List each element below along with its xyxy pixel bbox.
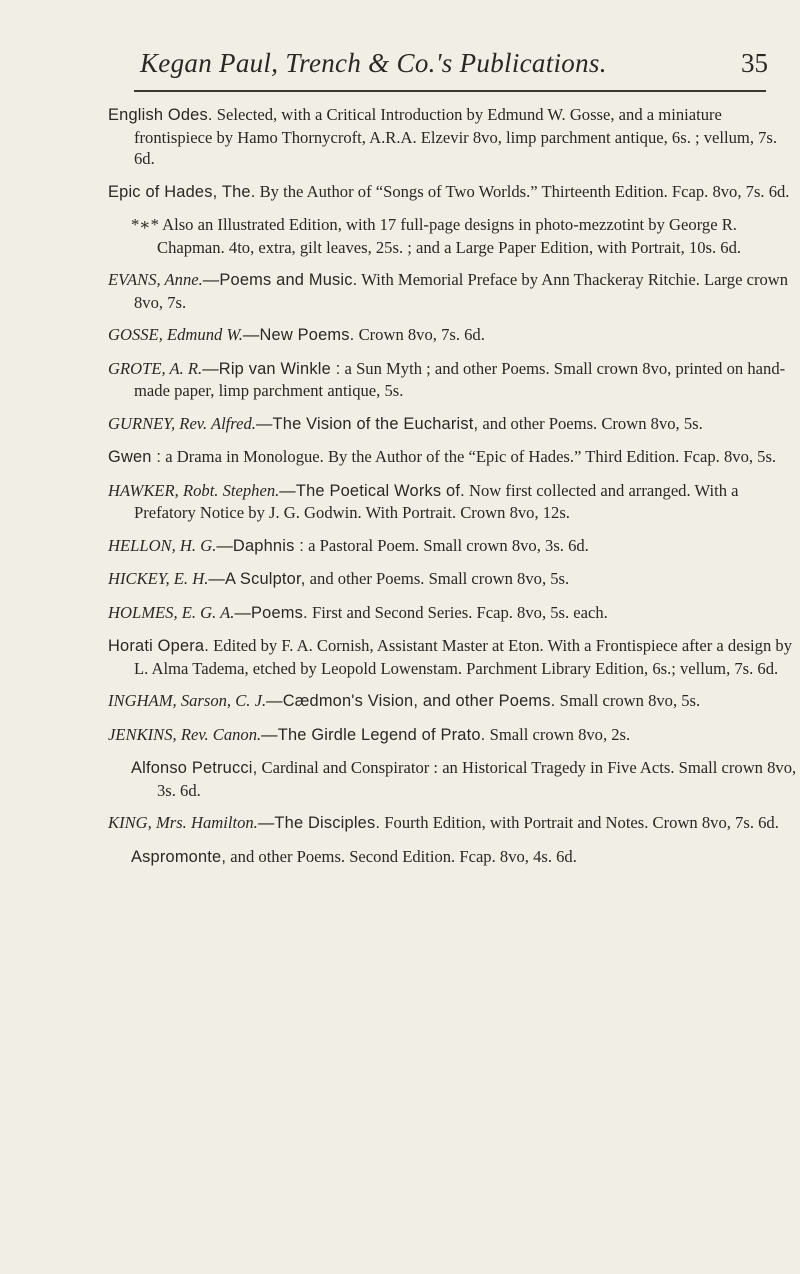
entry-author: EVANS, Anne. bbox=[108, 270, 203, 289]
running-title: Kegan Paul, Trench & Co.'s Publications. bbox=[140, 48, 607, 78]
catalogue-entry bbox=[108, 104, 798, 170]
entry-title: —The Girdle Legend of Prato. bbox=[261, 725, 486, 744]
page-header bbox=[140, 44, 772, 94]
entry-details: By the Author of “Songs of Two Worlds.” Thirteenth Edition. Fcap. 8vo, 7s. 6d. bbox=[255, 181, 790, 201]
catalogue-entry bbox=[108, 690, 798, 713]
entry-author: HOLMES, E. G. A. bbox=[108, 602, 235, 622]
entry-title: —New Poems. bbox=[242, 326, 355, 344]
page-number: 35 bbox=[741, 48, 768, 78]
catalogue-entry bbox=[108, 358, 798, 402]
catalogue-entry bbox=[108, 181, 798, 204]
entry-details: Selected, with a Critical Introduction by Edmund W. Gosse, and a miniature frontispiece by Hamo Thornycroft, A.R.A. Elzevir 8vo, limp parchment antique, 6s. ; vellum, 7s. 6d. bbox=[134, 105, 778, 168]
entry-details: and other Poems. Crown 8vo, 5s. bbox=[478, 413, 703, 433]
entry-title: —The Disciples. bbox=[257, 814, 381, 832]
entry-details: a Sun Myth ; and other Poems. Small crown 8vo, printed on hand-made paper, limp parchment antique, 5s. bbox=[134, 358, 786, 400]
entry-author: HELLON, H. G. bbox=[108, 535, 217, 555]
entry-author: GROTE, A. R. bbox=[108, 358, 203, 378]
entry-details: a Pastoral Poem. Small crown 8vo, 3s. 6d. bbox=[303, 535, 589, 555]
entry-details: Now first collected and arranged. With a Prefatory Notice by J. G. Godwin. With Portrait. Crown 8vo, 12s. bbox=[134, 480, 739, 522]
entry-title: —Cædmon's Vision, and other Poems. bbox=[266, 692, 556, 710]
entry-title: Gwen : bbox=[108, 448, 162, 466]
entry-details: *∗* Also an Illustrated Edition, with 17 full-page designs in photo-mezzotint by George R. Chapman. 4to, extra, gilt leaves, 25s. ; and a Large Paper Edition, with Portrait, 10s. 6d. bbox=[131, 215, 742, 257]
entry-title: —Poems and Music. bbox=[202, 271, 358, 289]
header-rule bbox=[134, 90, 766, 92]
catalogue-entry bbox=[108, 446, 798, 469]
entry-author: HAWKER, Robt. Stephen. bbox=[108, 480, 280, 500]
entry-author: INGHAM, Sarson, C. J. bbox=[108, 691, 267, 710]
entry-details: and other Poems. Second Edition. Fcap. 8vo, 4s. 6d. bbox=[226, 846, 577, 866]
entry-author: JENKINS, Rev. Canon. bbox=[108, 724, 262, 744]
catalogue-entry bbox=[131, 846, 798, 869]
entry-author: HICKEY, E. H. bbox=[108, 569, 209, 588]
catalogue-entry bbox=[108, 724, 798, 747]
catalogue-entry bbox=[108, 602, 798, 625]
catalogue-entry bbox=[108, 812, 798, 835]
entry-title: —The Vision of the Eucharist, bbox=[255, 414, 479, 433]
entry-title: Horati Opera. bbox=[108, 637, 209, 655]
catalogue-entry bbox=[131, 214, 798, 258]
entry-title: Aspromonte, bbox=[131, 847, 227, 866]
entry-details: Cardinal and Conspirator : an Historical Tragedy in Five Acts. Small crown 8vo, 3s. 6d. bbox=[157, 758, 797, 800]
entry-details: Fourth Edition, with Portrait and Notes. Crown 8vo, 7s. 6d. bbox=[380, 813, 779, 832]
entry-details: and other Poems. Small crown 8vo, 5s. bbox=[305, 569, 570, 588]
entry-title: —The Poetical Works of. bbox=[279, 481, 465, 500]
entry-title: —A Sculptor, bbox=[208, 570, 306, 588]
entry-details: Small crown 8vo, 5s. bbox=[555, 691, 701, 710]
entry-title: Alfonso Petrucci, bbox=[131, 759, 258, 777]
catalogue-entry bbox=[108, 635, 798, 679]
entry-author: KING, Mrs. Hamilton. bbox=[108, 813, 258, 832]
catalogue-entry bbox=[108, 324, 798, 347]
entry-details: a Drama in Monologue. By the Author of the “Epic of Hades.” Third Edition. Fcap. 8vo, 5s. bbox=[161, 447, 777, 466]
entry-author: GURNEY, Rev. Alfred. bbox=[108, 413, 256, 433]
catalogue-entries bbox=[108, 104, 798, 879]
entry-title: —Daphnis : bbox=[216, 536, 304, 555]
catalogue-entry bbox=[108, 269, 798, 313]
entry-details: First and Second Series. Fcap. 8vo, 5s. each. bbox=[307, 602, 608, 622]
catalogue-entry bbox=[131, 757, 798, 801]
entry-title: English Odes. bbox=[108, 106, 213, 124]
catalogue-entry bbox=[108, 568, 798, 591]
entry-title: —Rip van Winkle : bbox=[202, 359, 341, 378]
entry-details: Small crown 8vo, 2s. bbox=[485, 724, 631, 744]
entry-details: Edited by F. A. Cornish, Assistant Master at Eton. With a Frontispiece after a design by L. Alma Tadema, etched by Leopold Lowenstam. Parchment Library Edition, 6s.; vellum, 7s. 6d. bbox=[134, 636, 792, 678]
catalogue-entry bbox=[108, 480, 798, 524]
entry-title: Epic of Hades, The. bbox=[108, 182, 256, 201]
entry-title: —Poems. bbox=[234, 603, 308, 622]
entry-details: With Memorial Preface by Ann Thackeray Ritchie. Large crown 8vo, 7s. bbox=[134, 270, 789, 312]
catalogue-entry bbox=[108, 413, 798, 436]
entry-details: Crown 8vo, 7s. 6d. bbox=[354, 325, 485, 344]
catalogue-entry bbox=[108, 535, 798, 558]
entry-author: GOSSE, Edmund W. bbox=[108, 325, 243, 344]
